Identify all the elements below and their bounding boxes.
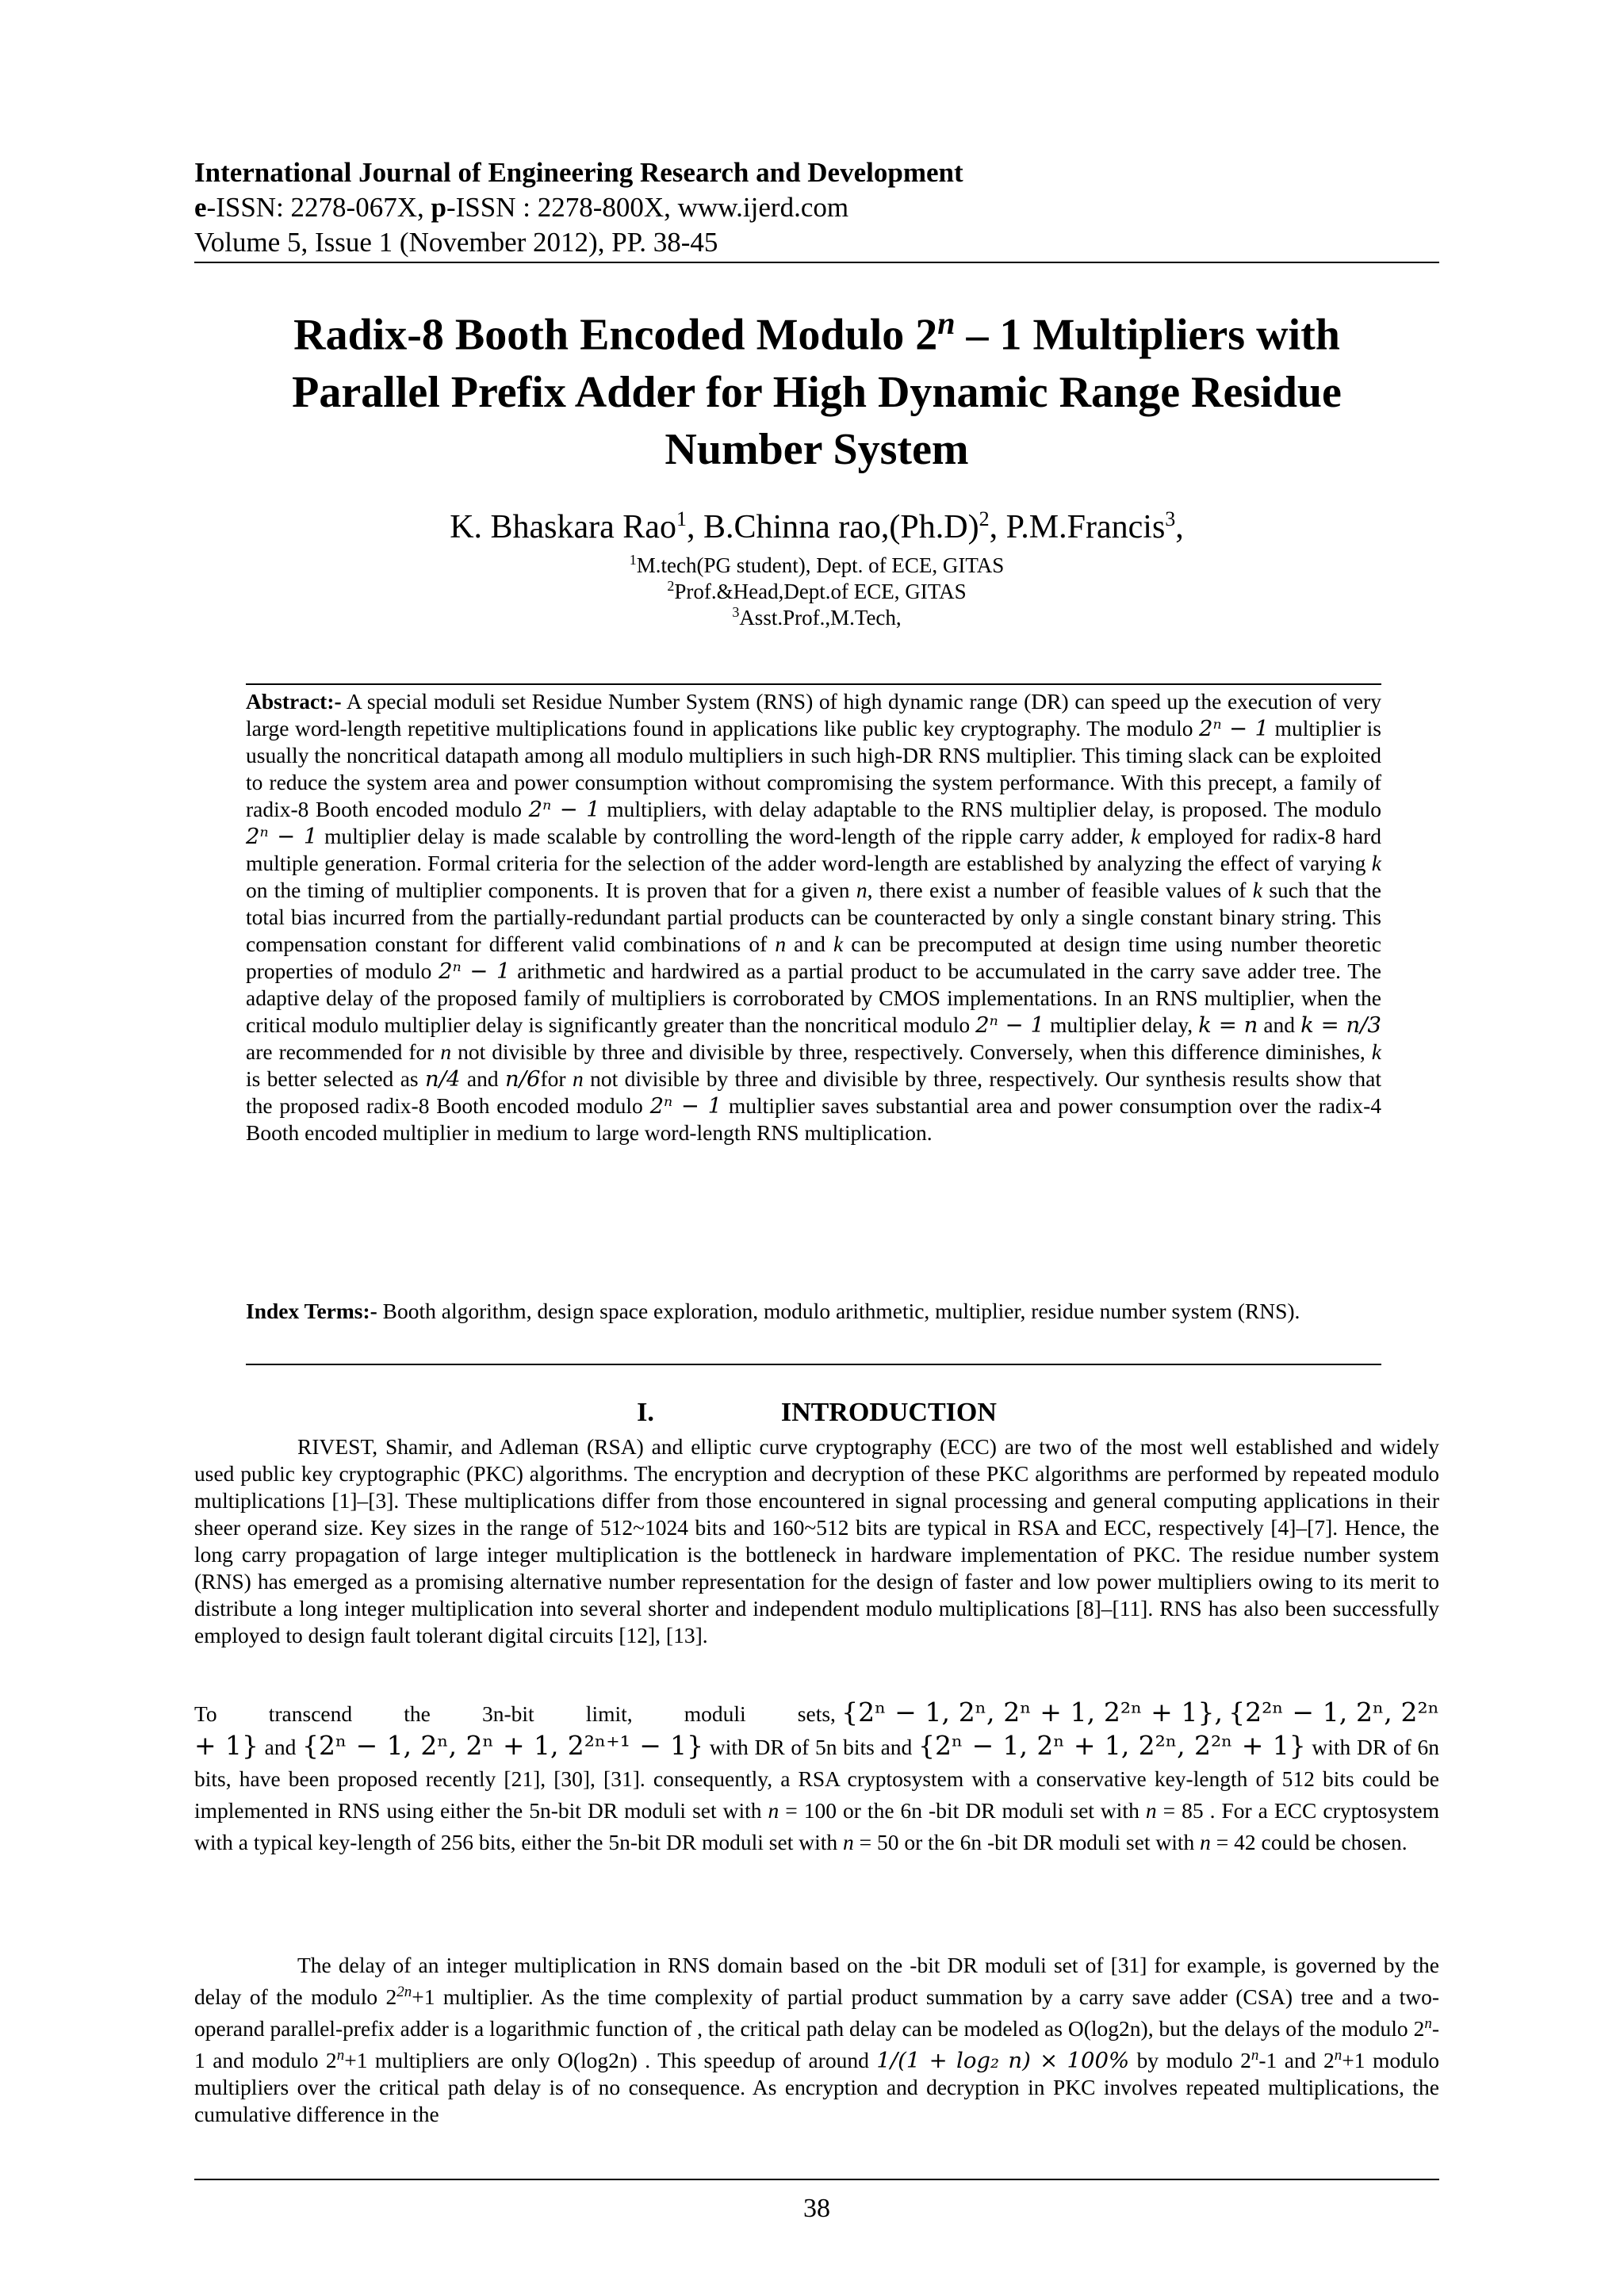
moduli-set-1: {2ⁿ − 1, 2ⁿ, 2ⁿ + 1, 2²ⁿ + 1},: [841, 1697, 1223, 1728]
section-heading-introduction: I. INTRODUCTION: [637, 1398, 997, 1427]
abstract-box: [246, 683, 1381, 1365]
abstract: Abstract:- A special moduli set Residue Number System (RNS) of high dynamic range (DR) can speed up the execution of very large word-length repetitive multiplications found in applications like public key cryptography. The modulo 2ⁿ − 1 multiplier is usually the noncritical datapath among all modulo multipliers in such high-DR RNS multiplier. This timing slack can be exploited to reduce the system area and power consumption without compromising the system performance. With this precept, a family of radix-8 Booth encoded modulo 2ⁿ − 1 multipliers, with delay adaptable to the RNS multiplier delay, is proposed. The modulo 2ⁿ − 1 multiplier delay is made scalable by controlling the word-length of the ripple carry adder, k employed for radix-8 hard multiple generation. Formal criteria for the selection of the adder word-length are established by analyzing the effect of varying k on the timing of multiplier components. It is proven that for a given n, there exist a number of feasible values of k such that the total bias incurred from the partially-redundant partial products can be counteracted by only a single constant binary string. This compensation constant for different valid combinations of n and k can be precomputed at design time using number theoretic properties of modulo 2ⁿ − 1 arithmetic and hardwired as a partial product to be accumulated in the carry save adder tree. The adaptive delay of the proposed family of multipliers is corroborated by CMOS implementations. In an RNS multiplier, when the critical modulo multiplier delay is significantly greater than the noncritical modulo 2ⁿ − 1 multiplier delay, k = n and k = n/3 are recommended for n not divisible by three and divisible by three, respectively. Conversely, when this difference diminishes, k is better selected as n/4 and n/6for n not divisible by three and divisible by three, respectively. Our synthesis results show that the proposed radix-8 Booth encoded modulo 2ⁿ − 1 multiplier saves substantial area and power consumption over the radix-4 Booth encoded multiplier in medium to large word-length RNS multiplication.: [246, 689, 1382, 1145]
header-rule: [194, 262, 1439, 263]
moduli-set-2: {2²ⁿ − 1, 2ⁿ, 2²ⁿ + 1}: [194, 1697, 1440, 1761]
page-number: 38: [803, 2194, 830, 2223]
speedup-formula: 1/(1 + log₂ n) × 100%: [876, 2048, 1130, 2074]
journal-volume: Volume 5, Issue 1 (November 2012), PP. 38-45: [194, 227, 718, 258]
affiliation-1: $^1$M.tech(PG student), Dept. of ECE, GITAS: [629, 552, 1005, 577]
journal-issn: e-ISSN: 2278-067X, p-ISSN : 2278-800X, www.ijerd.com: [194, 192, 849, 223]
affiliation-3: $^3$Asst.Prof.,M.Tech,: [732, 604, 902, 629]
abstract-top-rule: [246, 683, 1381, 685]
title-line-2: Parallel Prefix Adder for High Dynamic Range Residue: [292, 367, 1342, 417]
affiliation-2: $^2$Prof.&Head,Dept.of ECE, GITAS: [667, 578, 967, 603]
intro-paragraph-1: RIVEST, Shamir, and Adleman (RSA) and elliptic curve cryptography (ECC) are two of the most well established and widely used public key cryptographic (PKC) algorithms. The encryption and decryption of these PKC algorithms are performed by repeated modulo multiplications [1]–[3]. These multiplications differ from those encountered in signal processing and general computing applications in their sheer operand size. Key sizes in the range of 512~1024 bits and 160~512 bits are typical in RSA and ECC, respectively [4]–[7]. Hence, the long carry propagation of large integer multiplication is the bottleneck in hardware implementation of PKC. The residue number system (RNS) has emerged as a promising alternative number representation for the design of faster and low power multipliers owing to its merit to distribute a long integer multiplication into several shorter and independent modulo multiplications [8]–[11]. RNS has also been successfully employed to design fault tolerant digital circuits [12], [13].: [194, 1434, 1439, 1647]
paper-title: [194, 295, 1439, 478]
moduli-set-3: {2ⁿ − 1, 2ⁿ, 2ⁿ + 1, 2²ⁿ⁺¹ − 1}: [302, 1730, 704, 1761]
journal-name: International Journal of Engineering Research and Development: [194, 157, 963, 188]
footer-rule: [194, 2179, 1439, 2180]
abstract-label: Abstract:-: [246, 689, 342, 714]
intro-paragraph-3: The delay of an integer multiplication in RNS domain based on the -bit DR moduli set of [31] for example, is governed by the delay of the modulo $2^{2n}+1$ multiplier. As the time complexity of partial product summation by a carry save adder (CSA) tree and a two-operand parallel-prefix adder is a logarithmic function of , the critical path delay can be modeled as O(log2n), but the delays of the modulo 2$^n$-1 and modulo $2^n+1$ multipliers are only O(log2n) . This speedup of around 1/(1 + log₂ n) × 100% by modulo 2$^n$-1 and $2^n+1$ modulo multipliers over the critical path delay is of no consequence. As encryption and decryption in PKC involves repeated multiplications, the cumulative difference in the: [194, 1953, 1439, 2127]
index-terms-label: Index Terms:-: [246, 1299, 377, 1323]
moduli-set-4: {2ⁿ − 1, 2ⁿ + 1, 2²ⁿ, 2²ⁿ + 1}: [918, 1730, 1306, 1761]
abstract-bottom-rule: [246, 1364, 1381, 1365]
author-list: K. Bhaskara Rao$^1$, B.Chinna $rao,(Ph.D)^2$, P.M.Francis$^3$,: [450, 507, 1184, 545]
intro-paragraph-2: To transcend the 3n-bit limit, moduli sets, {2ⁿ − 1, 2ⁿ, 2ⁿ + 1, 2²ⁿ + 1}, {2²ⁿ − 1, 2ⁿ, 2²ⁿ + 1} and {2ⁿ − 1, 2ⁿ, 2ⁿ + 1, 2²ⁿ⁺¹ − 1} with DR of 5n bits and {2ⁿ − 1, 2ⁿ + 1, 2²ⁿ, 2²ⁿ + 1} with DR of 6n bits, have been proposed recently [21], [30], [31]. consequently, a RSA cryptosystem with a conservative key-length of 512 bits could be implemented in RNS using either the 5n-bit DR moduli set with n = 100 or the 6n -bit DR moduli set with n = 85 . For a ECC cryptosystem with a typical key-length of 256 bits, either the 5n-bit DR moduli set with n = 50 or the 6n -bit DR moduli set with n = 42 could be chosen.: [194, 1697, 1440, 1854]
index-terms: Index Terms:- Booth algorithm, design space exploration, modulo arithmetic, multiplier, residue number system (RNS).: [246, 1299, 1300, 1323]
title-line-3: Number System: [665, 424, 969, 474]
title-line-1: Radix-8 Booth Encoded Modulo 2$^n$ – 1 Multipliers with: [293, 305, 1340, 360]
journal-header: [194, 155, 1439, 260]
